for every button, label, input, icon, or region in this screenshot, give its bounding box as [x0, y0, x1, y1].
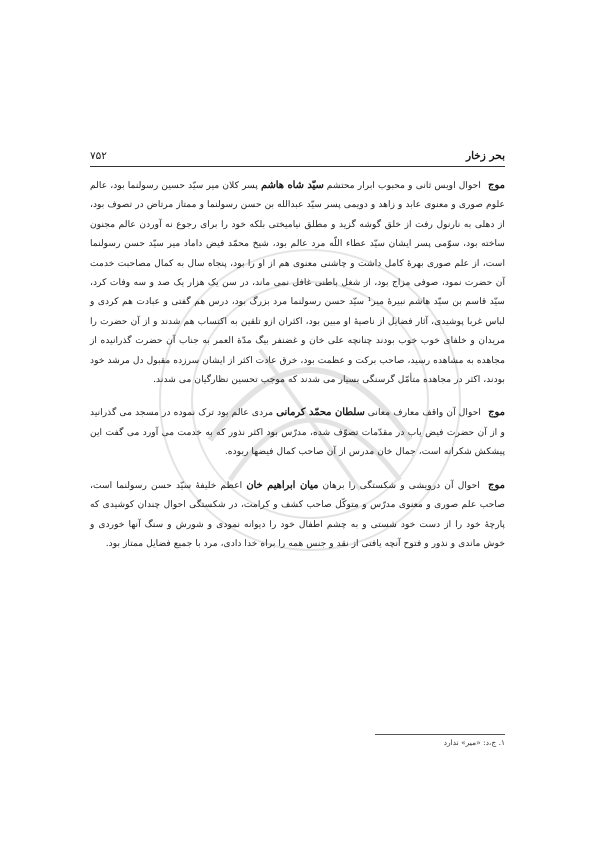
- subject-name: سیّد شاه هاشم: [260, 180, 324, 191]
- section-marker: موج: [488, 407, 506, 419]
- subject-name: سلطان محمّد کرمانی: [276, 407, 365, 419]
- running-header: [90, 150, 505, 166]
- footnote: ۱. ج،د: «میر» ندارد: [443, 738, 505, 747]
- paragraph-intro: احوال اویس ثانی و محبوب ابرار محتشم: [326, 180, 481, 191]
- paragraph-3: [90, 476, 505, 554]
- running-title: بحر زخار: [466, 150, 505, 162]
- footnote-rule: [375, 734, 505, 735]
- paragraph-intro: احوال آن واقف معارف معانی: [367, 407, 481, 419]
- paragraph-text: مردی عالم بود ترک نموده در مسجد می گذرانید و از آن حضرت فیض یاب در مقدّمات تصوّف شده، مدرّس بود اکثر نذور که به خدمت می آورد می گفت این پیشکش شکرانه است، جمال خان مدرس از آن صاحب کمال فیضها ربوده.: [90, 407, 505, 458]
- section-marker: موج: [488, 180, 505, 191]
- paragraph-2: [90, 403, 505, 461]
- paragraph-1: [90, 176, 505, 389]
- paragraph-text: پسر کلان میر سیّد حسین رسولنما بود، عالم علوم صوری و معنوی عابد و زاهد و دویمی پسر سیّد عبدالله بن حسن رسولنما و ممتاز مرتاض در تصوف بود، از دهلی به نارنول رفت از خلق گوشه گزید و مطلق نیامیختی بلکه خود را برای رجوع نه آوردن عالم مجنون ساخته بود، سوّمی پسر ایشان سیّد عطاء اللّه مرد عالم بود، شیخ محمّد فیض داماد میر سیّد حسن رسولنما است، از علم صوری بهرهٔ کامل داشت و چاشنی معنوی هم از او را بود، پنجاه سال به کمال مصاحبت خدمت آن حضرت نمود، صوفی مزاج بود، از شغل باطنی غافل نمی ماند، در سن یک هزار یک صد و سه وفات کرد، سیّد قاسم بن سیّد هاشم نبیرهٔ میر¹ سیّد حسن رسولنما مرد بزرگ بود، درس هم گفتی و عبادت هم کردی و لباس غربا پوشیدی، آثار فضایل از ناصیهٔ او مبین بود، اکثران ازو تلقین به اکتساب هم شدند و از آن حضرت را مریدان و خلفای خوب خوب بودند چنانچه علی خان و غضنفر بیگ مدّة العمر به جناب آن حضرت گذرانیده از مجاهده به مشاهده رسید، صاحب برکت و عظمت بود، خرق عادت اکثر از ایشان سرزده مقبول دل مرشد خود بودند، اکثر در مجاهده متأمّل گرسنگی بسیار می شدند که موجب تحسین نظارگیان می شدند.: [90, 180, 505, 386]
- section-marker: موج: [488, 479, 505, 491]
- main-text: [90, 176, 505, 567]
- header-rule: [90, 166, 505, 167]
- paragraph-text: اعظم خلیفهٔ سیّد حسن رسولنما است، صاحب علم صوری و معنوی مدرّس و متوکّل صاحب کشف و کرامت، در شکستگی احوال چندان کوشیدی که پارچهٔ خود را از دست خود شستی و به چشم اطفال خود را دیوانه نمودی و شورش و سنگ آنها خوردی و خوش ماندی و نذور و فتوح آنچه یافتی از نقد و جنس همه را براه خدا دادی، مرد با جمیع فضایل ممتاز بود.: [90, 479, 505, 549]
- paragraph-intro: احوال آن درویشی و شکستگی را برهان: [322, 479, 480, 491]
- subject-name: میان ابراهیم خان: [246, 479, 319, 491]
- page-number: ۷۵۲: [90, 150, 107, 162]
